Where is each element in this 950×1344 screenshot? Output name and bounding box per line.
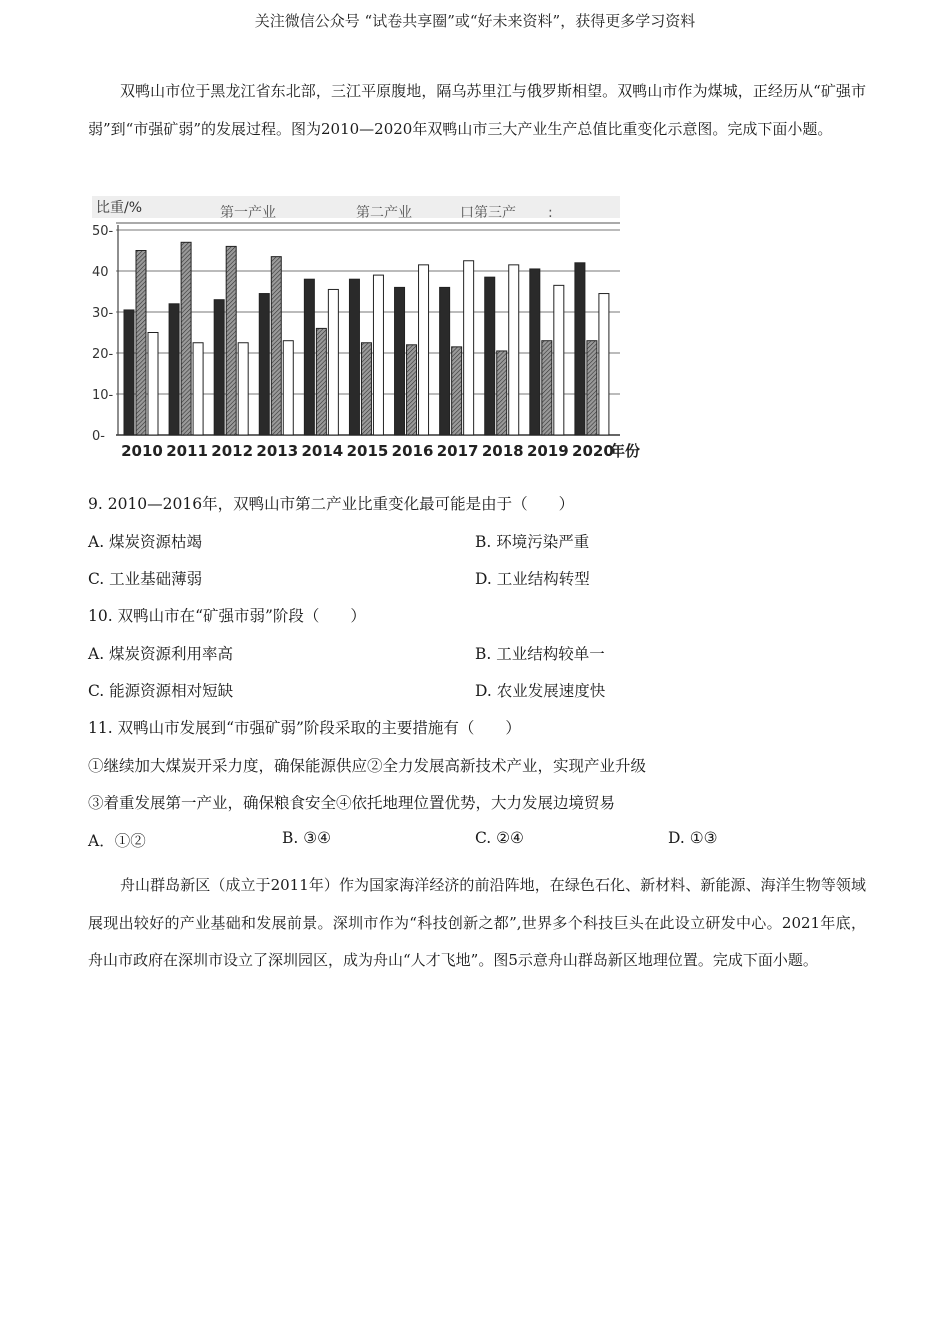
bar-secondary	[497, 351, 507, 435]
q9-option-a: A. 煤炭资源枯竭	[88, 533, 203, 551]
bar-secondary	[271, 257, 281, 435]
intro-paragraph-1: 双鸭山市位于黑龙江省东北部，三江平原腹地，隔乌苏里江与俄罗斯相望。双鸭山市作为煤城，正经历从“矿强市弱”到“市强矿弱”的发展过程。图为2010—2020年双鸭山市三大产业生产总值比重变化示意图。完成下面小题。	[88, 82, 866, 138]
q11-option-d: D. ①③	[668, 829, 718, 847]
x-tick-label: 2014	[301, 442, 344, 460]
bar-primary	[124, 310, 134, 435]
bar-secondary	[181, 242, 191, 435]
intro-paragraph-2: 舟山群岛新区（成立于2011年）作为国家海洋经济的前沿阵地，在绿色石化、新材料、新能源、海洋生物等领域展现出较好的产业基础和发展前景。深圳市作为“科技创新之都”,世界多个科技巨头在此设立研发中心。2021年底，舟山市政府在深圳市设立了深圳园区，成为舟山“人才飞地”。图5示意舟山群岛新区地理位置。完成下面小题。	[88, 876, 866, 969]
bar-tertiary	[373, 275, 383, 435]
y-tick-label: 50-	[92, 224, 114, 239]
bar-secondary	[316, 328, 326, 435]
bar-primary	[169, 304, 179, 435]
q11-option-c: C. ②④	[475, 829, 524, 847]
x-tick-label: 2013	[256, 442, 299, 460]
bar-tertiary	[193, 343, 203, 435]
bar-primary	[575, 263, 585, 435]
bar-primary	[485, 277, 495, 435]
x-tick-label: 2017	[436, 442, 479, 460]
bar-secondary	[407, 345, 417, 435]
bar-secondary	[587, 341, 597, 435]
q10-option-c: C. 能源资源相对短缺	[88, 682, 234, 700]
x-tick-label: 2012	[211, 442, 254, 460]
bar-primary	[304, 279, 314, 435]
bar-tertiary	[419, 265, 429, 435]
page-header: 关注微信公众号 “试卷共享圈”或“好未来资料”，获得更多学习资料	[254, 12, 696, 30]
bar-tertiary	[238, 343, 248, 435]
y-tick-label: 0-	[92, 429, 105, 444]
legend-tail: :	[548, 205, 553, 221]
legend-tertiary: 口第三产	[460, 205, 516, 221]
y-axis-label: 比重/%	[96, 200, 143, 216]
bar-primary	[214, 300, 224, 435]
y-tick-label: 30-	[92, 306, 114, 321]
y-tick-label: 40	[92, 265, 109, 280]
q11-statements-2: ③着重发展第一产业，确保粮食安全④依托地理位置优势，大力发展边境贸易	[88, 794, 616, 812]
bar-tertiary	[599, 294, 609, 435]
bar-chart-svg	[88, 190, 658, 465]
bar-chart	[88, 190, 658, 465]
bar-primary	[440, 287, 450, 435]
x-tick-label: 2019	[526, 442, 569, 460]
bar-secondary	[542, 341, 552, 435]
y-tick-labels	[92, 224, 114, 444]
x-tick-label: 2016	[391, 442, 434, 460]
bar-primary	[395, 287, 405, 435]
y-tick-label: 10-	[92, 388, 114, 403]
q9-option-c: C. 工业基础薄弱	[88, 570, 203, 588]
x-tick-labels	[121, 442, 614, 460]
x-tick-label: 2015	[346, 442, 389, 460]
q11-option-a: A．①②	[88, 832, 146, 850]
bar-secondary	[452, 347, 462, 435]
bar-tertiary	[328, 289, 338, 435]
bar-tertiary	[148, 333, 158, 436]
x-tick-label: 2010	[121, 442, 163, 460]
bar-primary	[259, 294, 269, 435]
x-axis-suffix: 年份	[610, 442, 641, 460]
q10-option-a: A. 煤炭资源利用率高	[88, 645, 234, 663]
y-tick-label: 20-	[92, 347, 114, 362]
q11-stem: 11. 双鸭山市发展到“市强矿弱”阶段采取的主要措施有（ ）	[88, 719, 521, 737]
q9-stem: 9. 2010—2016年，双鸭山市第二产业比重变化最可能是由于（ ）	[88, 495, 575, 513]
bar-secondary	[361, 343, 371, 435]
bar-primary	[349, 279, 359, 435]
q11-option-b: B. ③④	[282, 829, 332, 847]
x-tick-label: 2011	[166, 442, 208, 460]
bar-primary	[530, 269, 540, 435]
legend-secondary: 第二产业	[356, 205, 412, 221]
q9-option-d: D. 工业结构转型	[475, 570, 590, 588]
bar-tertiary	[283, 341, 293, 435]
q11-statements-1: ①继续加大煤炭开采力度，确保能源供应②全力发展高新技术产业，实现产业升级	[88, 757, 647, 775]
q10-option-d: D. 农业发展速度快	[475, 682, 606, 700]
x-tick-label: 2020	[572, 442, 614, 460]
bar-secondary	[226, 246, 236, 435]
bar-tertiary	[554, 285, 564, 435]
legend-primary: 第一产业	[220, 205, 276, 221]
x-tick-label: 2018	[481, 442, 524, 460]
bar-tertiary	[509, 265, 519, 435]
q10-stem: 10. 双鸭山市在“矿强市弱”阶段（ ）	[88, 607, 366, 625]
bar-tertiary	[464, 261, 474, 435]
q10-option-b: B. 工业结构较单一	[475, 645, 605, 663]
q9-option-b: B. 环境污染严重	[475, 533, 590, 551]
bar-secondary	[136, 251, 146, 436]
